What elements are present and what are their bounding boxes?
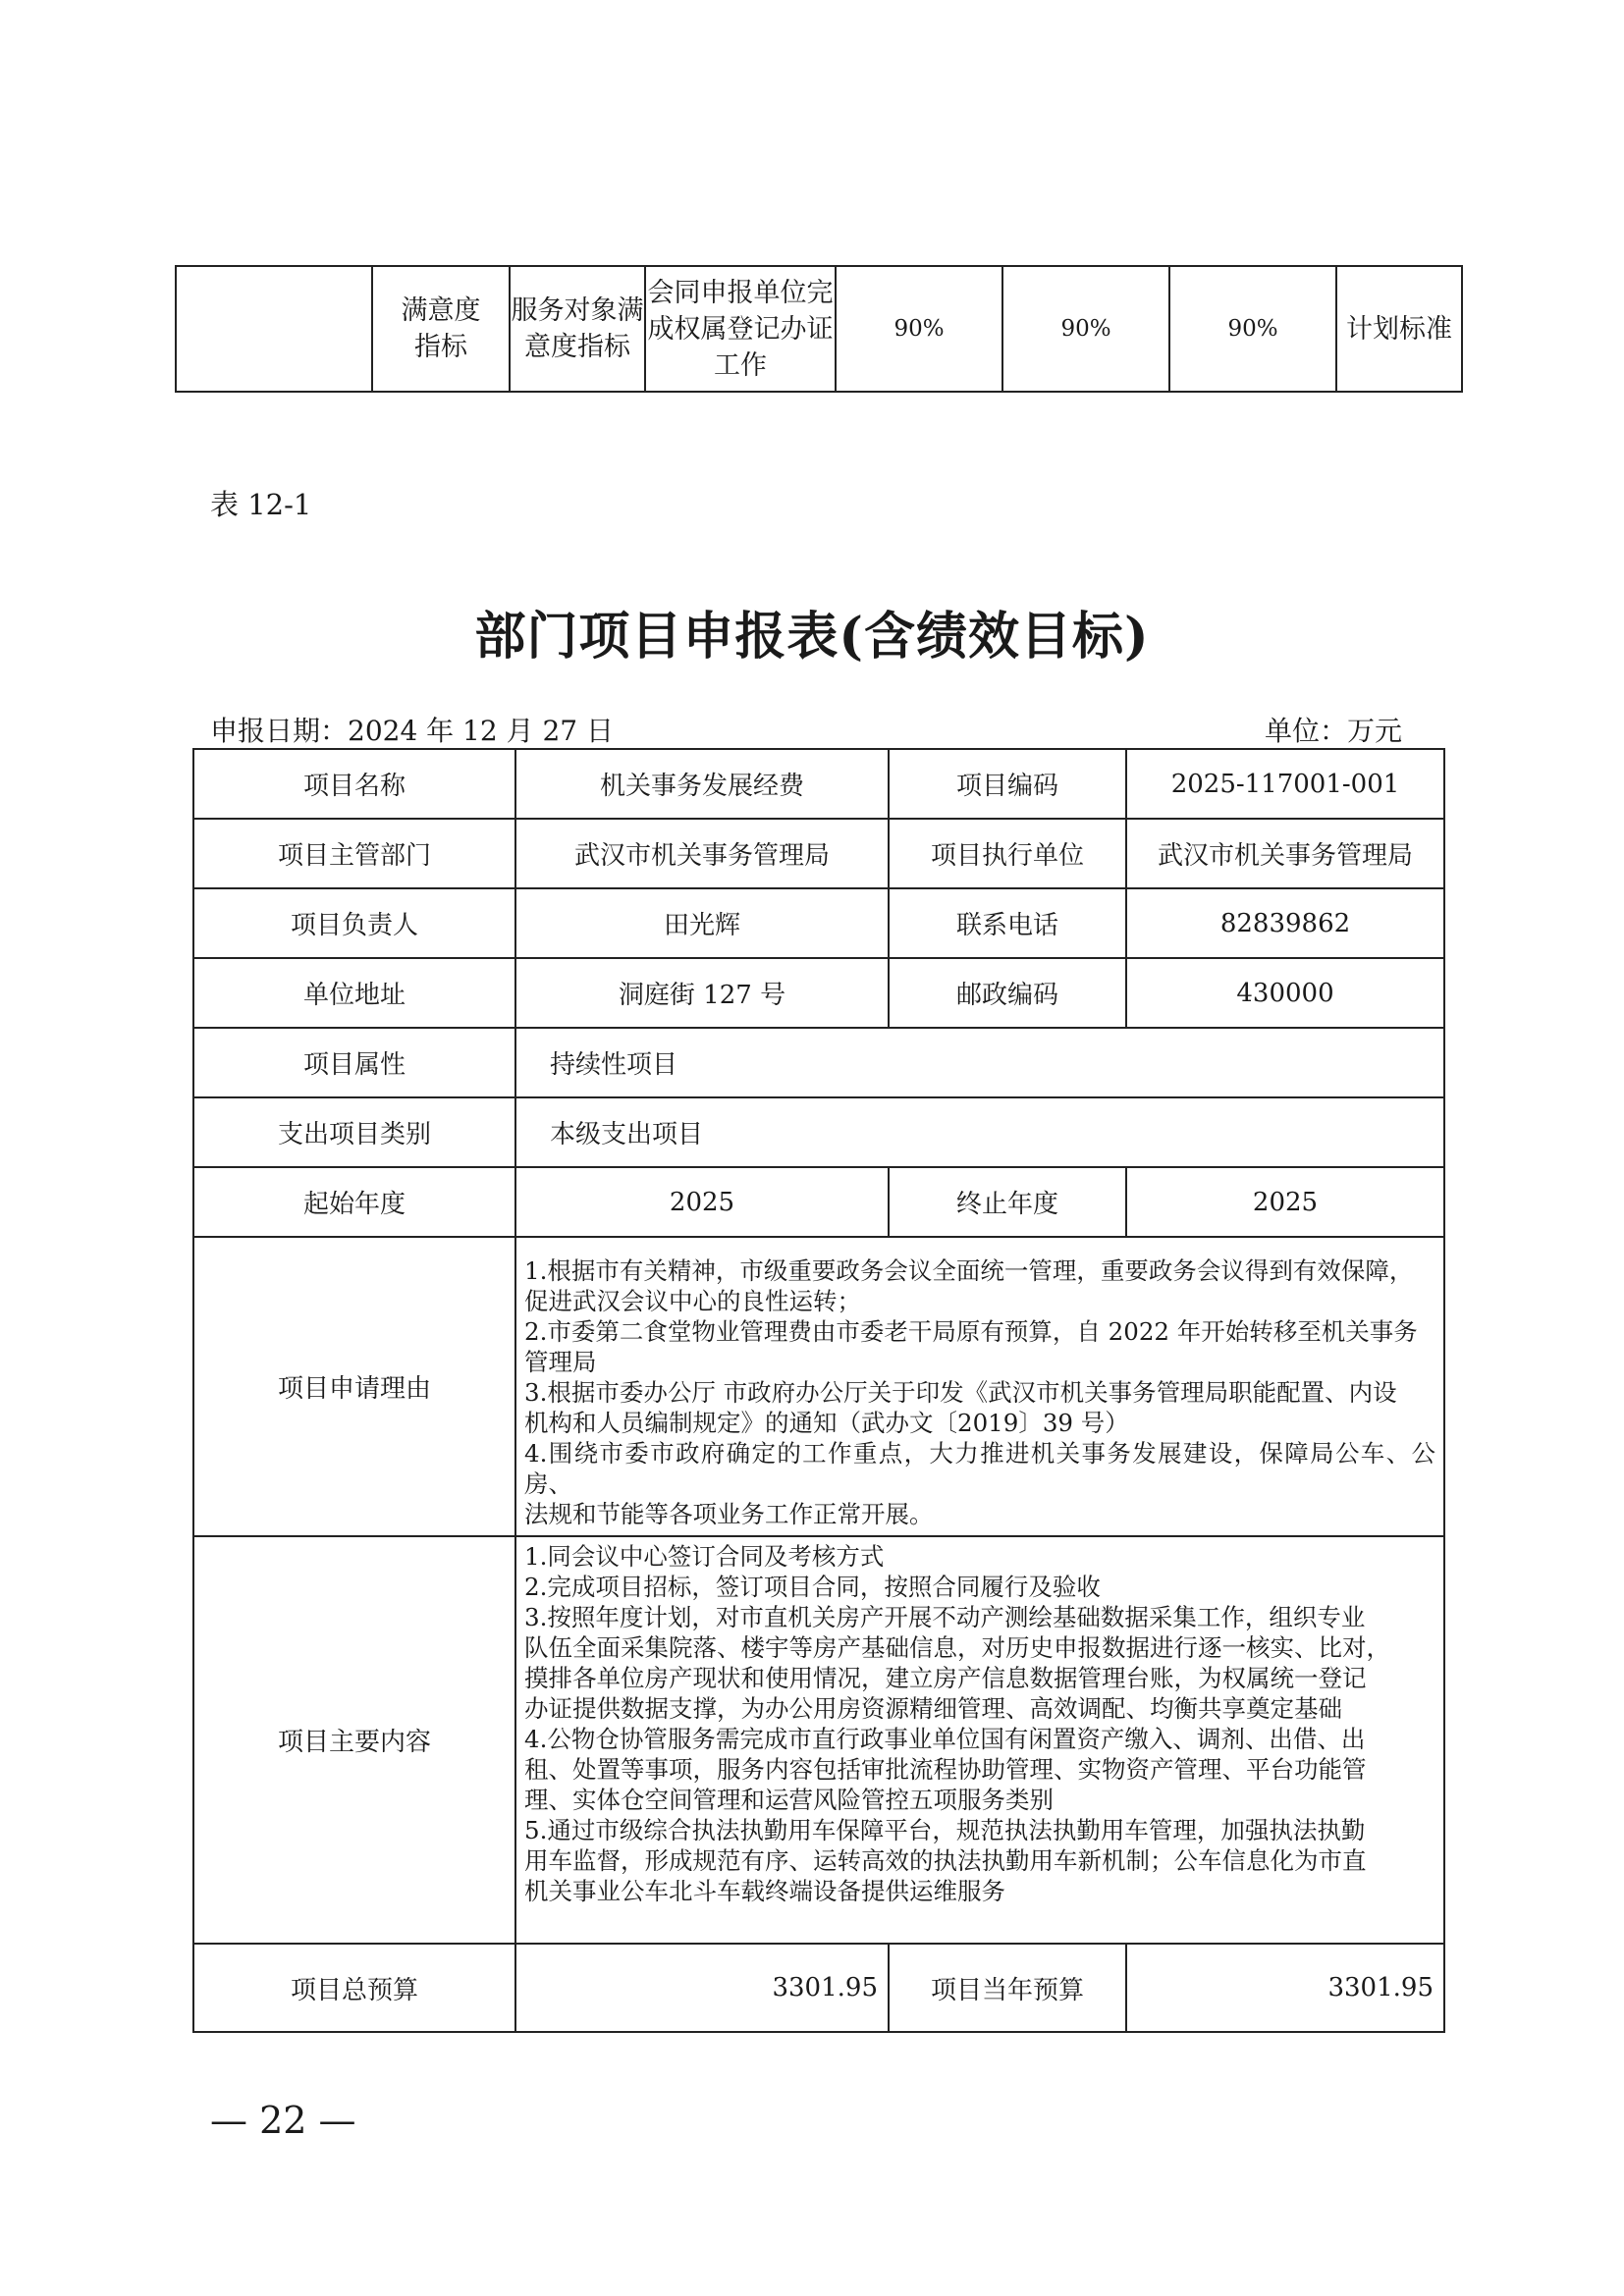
project-code-label: 项目编码 — [889, 749, 1126, 819]
reason-line: 促进武汉会议中心的良性运转； — [524, 1287, 861, 1315]
start-year-value: 2025 — [515, 1167, 889, 1237]
reason-line: 2.市委第二食堂物业管理费由市委老干局原有预算，自 2022 年开始转移至机关事务 — [524, 1317, 1418, 1346]
start-year-label: 起始年度 — [193, 1167, 515, 1237]
end-year-label: 终止年度 — [889, 1167, 1126, 1237]
dept-label: 项目主管部门 — [193, 819, 515, 888]
reason-line: 机构和人员编制规定》的通知（武办文〔2019〕39 号） — [524, 1409, 1129, 1437]
reason-line: 3.根据市委办公厅 市政府办公厅关于印发《武汉市机关事务管理局职能配置、内设 — [524, 1378, 1397, 1407]
total-budget-label: 项目总预算 — [193, 1944, 515, 2032]
end-year-value: 2025 — [1126, 1167, 1444, 1237]
project-name-value: 机关事务发展经费 — [515, 749, 889, 819]
table-row — [193, 1944, 1444, 2032]
reason-line: 管理局 — [524, 1348, 597, 1376]
phone-value: 82839862 — [1126, 888, 1444, 958]
table-row — [193, 888, 1444, 958]
category-value: 本级支出项目 — [515, 1097, 1444, 1167]
table-row — [193, 819, 1444, 888]
total-budget-value: 3301.95 — [515, 1944, 889, 2032]
table-row — [193, 749, 1444, 819]
table-row — [193, 1167, 1444, 1237]
content-text — [515, 1536, 1444, 1944]
content-line: 4.公物仓协管服务需完成市直行政事业单位国有闲置资产缴入、调剂、出借、出 — [524, 1725, 1366, 1753]
address-value: 洞庭街 127 号 — [515, 958, 889, 1028]
content-line: 3.按照年度计划，对市直机关房产开展不动产测绘基础数据采集工作，组织专业 — [524, 1603, 1366, 1631]
content-line: 1.同会议中心签订合同及考核方式 — [524, 1542, 885, 1571]
content-line: 机关事业公车北斗车载终端设备提供运维服务 — [524, 1877, 1005, 1905]
content-line: 2.完成项目招标，签订项目合同，按照合同履行及验收 — [524, 1573, 1101, 1601]
table-cell: 计划标准 — [1336, 266, 1462, 392]
table-row — [193, 1028, 1444, 1097]
performance-table-continuation — [175, 265, 1463, 393]
reason-label: 项目申请理由 — [193, 1237, 515, 1536]
table-cell: 90% — [836, 266, 1002, 392]
category-label: 支出项目类别 — [193, 1097, 515, 1167]
table-row — [193, 1097, 1444, 1167]
exec-unit-value: 武汉市机关事务管理局 — [1126, 819, 1444, 888]
leader-label: 项目负责人 — [193, 888, 515, 958]
postcode-value: 430000 — [1126, 958, 1444, 1028]
content-line: 队伍全面采集院落、楼宇等房产基础信息，对历史申报数据进行逐一核实、比对， — [524, 1633, 1390, 1662]
year-budget-value: 3301.95 — [1126, 1944, 1444, 2032]
reason-line: 4.围绕市委市政府确定的工作重点，大力推进机关事务发展建设，保障局公车、公房、 — [524, 1439, 1435, 1498]
content-line: 办证提供数据支撑，为办公用房资源精细管理、高效调配、均衡共享奠定基础 — [524, 1694, 1342, 1723]
content-label: 项目主要内容 — [193, 1536, 515, 1944]
attribute-label: 项目属性 — [193, 1028, 515, 1097]
table-row — [193, 958, 1444, 1028]
year-budget-label: 项目当年预算 — [889, 1944, 1126, 2032]
exec-unit-label: 项目执行单位 — [889, 819, 1126, 888]
table-cell: 会同申报单位完成权属登记办证工作 — [645, 266, 836, 392]
postcode-label: 邮政编码 — [889, 958, 1126, 1028]
content-line: 摸排各单位房产现状和使用情况，建立房产信息数据管理台账，为权属统一登记 — [524, 1664, 1367, 1692]
table-row — [193, 1237, 1444, 1536]
dept-value: 武汉市机关事务管理局 — [515, 819, 889, 888]
project-name-label: 项目名称 — [193, 749, 515, 819]
attribute-value: 持续性项目 — [515, 1028, 1444, 1097]
table-row — [193, 1536, 1444, 1944]
page-title: 部门项目申报表(含绩效目标) — [474, 607, 1150, 667]
content-line: 租、处置等事项，服务内容包括审批流程协助管理、实物资产管理、平台功能管 — [524, 1755, 1367, 1784]
leader-value: 田光辉 — [515, 888, 889, 958]
project-code-value: 2025-117001-001 — [1126, 749, 1444, 819]
table-cell: 服务对象满意度指标 — [510, 266, 645, 392]
project-declaration-table — [192, 748, 1445, 2033]
content-line: 用车监督，形成规范有序、运转高效的执法执勤用车新机制；公车信息化为市直 — [524, 1846, 1367, 1875]
address-label: 单位地址 — [193, 958, 515, 1028]
phone-label: 联系电话 — [889, 888, 1126, 958]
currency-unit: 单位：万元 — [1264, 715, 1402, 747]
table-cell: 90% — [1169, 266, 1336, 392]
content-line: 理、实体仓空间管理和运营风险管控五项服务类别 — [524, 1786, 1054, 1814]
page-number: — 22 — — [210, 2099, 356, 2142]
table-cell — [176, 266, 372, 392]
table-label: 表 12-1 — [210, 488, 312, 521]
reason-line: 1.根据市有关精神，市级重要政务会议全面统一管理，重要政务会议得到有效保障， — [524, 1256, 1414, 1285]
table-cell: 满意度指标 — [372, 266, 510, 392]
content-line: 5.通过市级综合执法执勤用车保障平台，规范执法执勤用车管理，加强执法执勤 — [524, 1816, 1366, 1844]
table-row — [176, 266, 1462, 392]
table-cell: 90% — [1002, 266, 1169, 392]
reason-line: 法规和节能等各项业务工作正常开展。 — [524, 1500, 934, 1528]
reason-text — [515, 1237, 1444, 1536]
declaration-date: 申报日期：2024 年 12 月 27 日 — [210, 715, 615, 747]
